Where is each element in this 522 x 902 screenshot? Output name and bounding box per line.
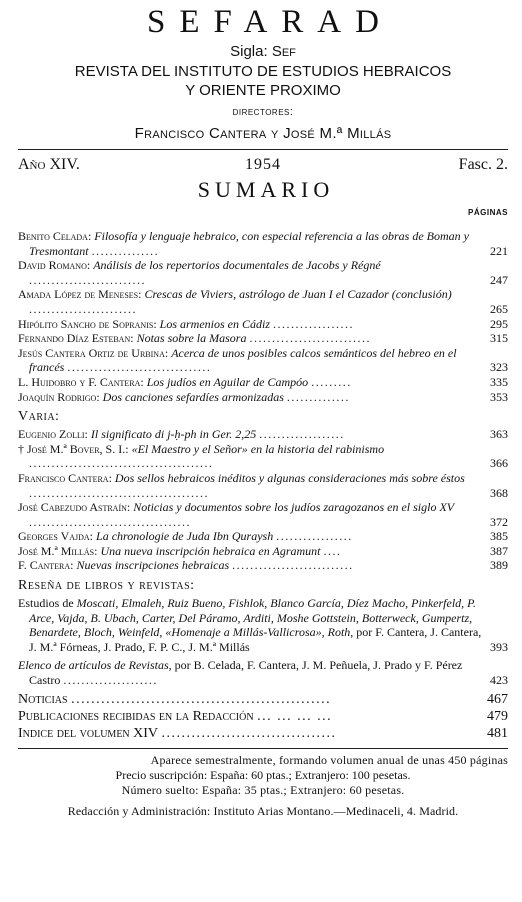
page-number: 295 — [490, 316, 508, 331]
entry-author: L. Huidobro y F. Cantera: — [18, 374, 144, 389]
toc-entry[interactable] — [18, 390, 508, 405]
sigla-prefix: Sigla: — [230, 43, 268, 60]
page-number: 393 — [490, 639, 508, 654]
entry-title: Crescas de Viviers, astrólogo de Juan I el Cazador (conclusión) — [144, 287, 452, 302]
directores-names: Francisco Cantera y José M.ª Millás — [134, 125, 392, 142]
footer-line-1: Aparece semestralmente, formando volumen anual de unas 450 páginas — [150, 752, 508, 767]
footer-divider — [18, 748, 508, 749]
resena-heading: Reseña de libros y revistas: — [18, 578, 195, 594]
page-number: 479 — [487, 708, 508, 724]
issue-date: 1954 — [245, 156, 281, 173]
page-number: 387 — [490, 543, 508, 558]
page-number: 366 — [490, 456, 508, 471]
paginas-label: PÁGINAS — [468, 208, 508, 217]
toc-entry[interactable] — [18, 258, 508, 287]
page-number: 323 — [490, 360, 508, 375]
varia-entries — [18, 427, 508, 573]
entry-title: Notas sobre la Masora — [136, 331, 247, 346]
entry-title: Análisis de los repertorios documentales de Jacobs y Régné — [93, 258, 381, 273]
estudios-authors: Moscati, Elmaleh, Ruiz Bueno, Fishlok, Blanco García, Díez Macho, Pinkerfeld, P. Arce, Vajda, B. Ubach, Carter, Del Páramo, Arditi, Moshe Gottstein, Botterweck, Gumpertz, Benardete, Bloch, Weinfeld, «Homenaje a Millás-Vallicrosa», Roth, — [29, 596, 476, 640]
entry-author: Eugenio Zolli: — [18, 427, 88, 442]
leader-dots: ......... — [311, 374, 352, 389]
entry-title: Filosofía y lenguaje hebraico, con especial referencia a las obras de Boman y Tresmontant — [29, 229, 469, 258]
tail-entries — [18, 692, 508, 742]
entry-title: Nuevas inscripciones hebraicas — [76, 558, 230, 573]
sigla-line — [18, 42, 508, 61]
toc-entry[interactable] — [18, 529, 508, 544]
entry-title: Noticias y documentos sobre los judíos zaragozanos en el siglo XV — [133, 500, 455, 515]
main-entries — [18, 229, 508, 404]
estudios-prefix: Estudios de — [18, 596, 74, 611]
toc-entry[interactable] — [18, 317, 508, 332]
entry-author: Francisco Cantera: — [18, 470, 112, 485]
toc-entry-section[interactable] — [18, 726, 508, 742]
leader-dots: ................. — [276, 529, 353, 544]
leader-dots: ........................................ — [29, 485, 209, 500]
footer-line-2: Precio suscripción: España: 60 ptas.; Extranjero: 100 pesetas. — [115, 767, 411, 782]
journal-title: SEFARAD — [147, 4, 393, 40]
toc-entry-section[interactable] — [18, 692, 508, 708]
toc-entry-elenco[interactable] — [18, 658, 508, 687]
leader-dots: .................. — [273, 316, 354, 331]
entry-author: José Cabezudo Astraín: — [18, 500, 131, 515]
page-number: 368 — [490, 485, 508, 500]
leader-dots: .................................... — [29, 514, 191, 529]
entry-author: Hipólito Sancho de Sopranis: — [18, 316, 157, 331]
entry-author: Georges Vajda: — [18, 529, 94, 544]
leader-dots: ... ... ... ... — [257, 708, 333, 724]
footer — [18, 753, 508, 819]
sigla-value: Sef — [271, 43, 296, 60]
page-number: 265 — [490, 301, 508, 316]
entry-author: Fernando Díaz Esteban: — [18, 331, 134, 346]
toc-entry[interactable] — [18, 375, 508, 390]
leader-dots: ............... — [91, 243, 160, 258]
elenco-tail: por B. Celada, F. Cantera, J. M. Peñuela, J. Prado y F. Pérez Castro — [29, 658, 463, 688]
page-number: 385 — [490, 529, 508, 544]
leader-dots: ................................... — [161, 725, 337, 741]
issue-row — [18, 156, 508, 182]
subtitle-line-1: REVISTA DEL INSTITUTO DE ESTUDIOS HEBRAICOS — [74, 63, 452, 80]
page-number: 221 — [490, 243, 508, 258]
toc-entry[interactable] — [18, 500, 508, 529]
section-label: Indice del volumen XIV — [18, 725, 159, 741]
entry-author: Amada López de Meneses: — [18, 287, 142, 302]
subtitle-line-2: Y ORIENTE PROXIMO — [185, 82, 341, 99]
leader-dots: ................................ — [67, 360, 212, 375]
entry-title: Il significato di j-ḥ-ph in Ger. 2,25 — [90, 427, 257, 442]
page-number: 389 — [490, 558, 508, 573]
toc-entry-section[interactable] — [18, 709, 508, 725]
page-number: 363 — [490, 427, 508, 442]
header-divider — [18, 149, 508, 150]
toc-entry[interactable] — [18, 442, 508, 471]
leader-dots: .................................................... — [71, 691, 332, 707]
toc-entry[interactable] — [18, 287, 508, 316]
page-number: 247 — [490, 272, 508, 287]
leader-dots: ......................................... — [29, 456, 214, 471]
entry-author: Joaquín Rodrigo: — [18, 389, 100, 404]
page-number: 335 — [490, 374, 508, 389]
page-number: 353 — [490, 389, 508, 404]
leader-dots: .......................... — [29, 272, 146, 287]
leader-dots: ..................... — [63, 673, 158, 688]
entry-author: José M.ª Millás: — [18, 543, 98, 558]
leader-dots: ........................... — [249, 331, 371, 346]
footer-line-3: Número suelto: España: 35 ptas.; Extranjero: 60 pesetas. — [121, 782, 405, 797]
entry-title: Los judíos en Aguilar de Campóo — [146, 374, 309, 389]
issue-fasc: Fasc. 2. — [458, 156, 508, 173]
toc-entry[interactable] — [18, 471, 508, 500]
entry-title: Acerca de unos posibles calcos semánticos del hebreo en el francés — [29, 345, 457, 375]
page-number: 315 — [490, 331, 508, 346]
toc-entry[interactable] — [18, 331, 508, 346]
estudios-tail: por F. Cantera, J. Cantera, J. M.ª Fórneas, J. Prado, F. P. C., J. M.ª Millás — [29, 625, 482, 654]
leader-dots: .............. — [286, 389, 350, 404]
entry-author: Jesús Cantera Ortiz de Urbina: — [18, 345, 169, 360]
journal-page — [0, 2, 522, 902]
sumario-heading: SUMARIO — [197, 177, 335, 202]
page-number: 467 — [487, 691, 508, 707]
entry-author: † José M.ª Bover, S. I.: — [18, 441, 129, 456]
toc-entry[interactable] — [18, 346, 508, 375]
section-label: Noticias — [18, 691, 68, 707]
section-label: Publicaciones recibidas en la Redacción — [18, 708, 254, 724]
toc-entry[interactable] — [18, 229, 508, 258]
page-number: 372 — [490, 514, 508, 529]
footer-line-4: Redacción y Administración: Instituto Arias Montano.—Medinaceli, 4. Madrid. — [67, 803, 459, 818]
varia-heading: Varia: — [18, 409, 60, 425]
directores-label: directores: — [232, 106, 294, 118]
leader-dots: ........................... — [232, 558, 354, 573]
entry-author: Benito Celada: — [18, 229, 92, 243]
contents-list — [18, 229, 508, 742]
entry-title: «El Maestro y el Señor» en la historia del rabinismo — [131, 441, 385, 456]
toc-entry[interactable] — [18, 558, 508, 573]
entry-title: Dos canciones sefardíes armonizadas — [102, 389, 284, 404]
entry-author: David Romano: — [18, 258, 91, 273]
toc-entry[interactable] — [18, 544, 508, 559]
entry-author: F. Cantera: — [18, 558, 74, 573]
leader-dots: .... — [323, 543, 342, 558]
issue-year: Año XIV. — [18, 156, 80, 173]
toc-entry-estudios[interactable] — [18, 596, 508, 654]
page-number: 423 — [490, 673, 508, 688]
leader-dots: ................... — [259, 427, 345, 442]
leader-dots: ........................ — [29, 301, 137, 316]
entry-title: Dos sellos hebraicos inéditos y algunas consideraciones más sobre éstos — [114, 470, 465, 485]
toc-entry[interactable] — [18, 427, 508, 442]
entry-title: Una nueva inscripción hebraica en Agramunt — [100, 543, 321, 558]
entry-title: La chronologie de Juda Ibn Quraysh — [96, 529, 274, 544]
elenco-work: Elenco de artículos de Revistas, — [18, 658, 172, 673]
page-number: 481 — [487, 725, 508, 741]
entry-title: Los armenios en Cádiz — [159, 316, 270, 331]
